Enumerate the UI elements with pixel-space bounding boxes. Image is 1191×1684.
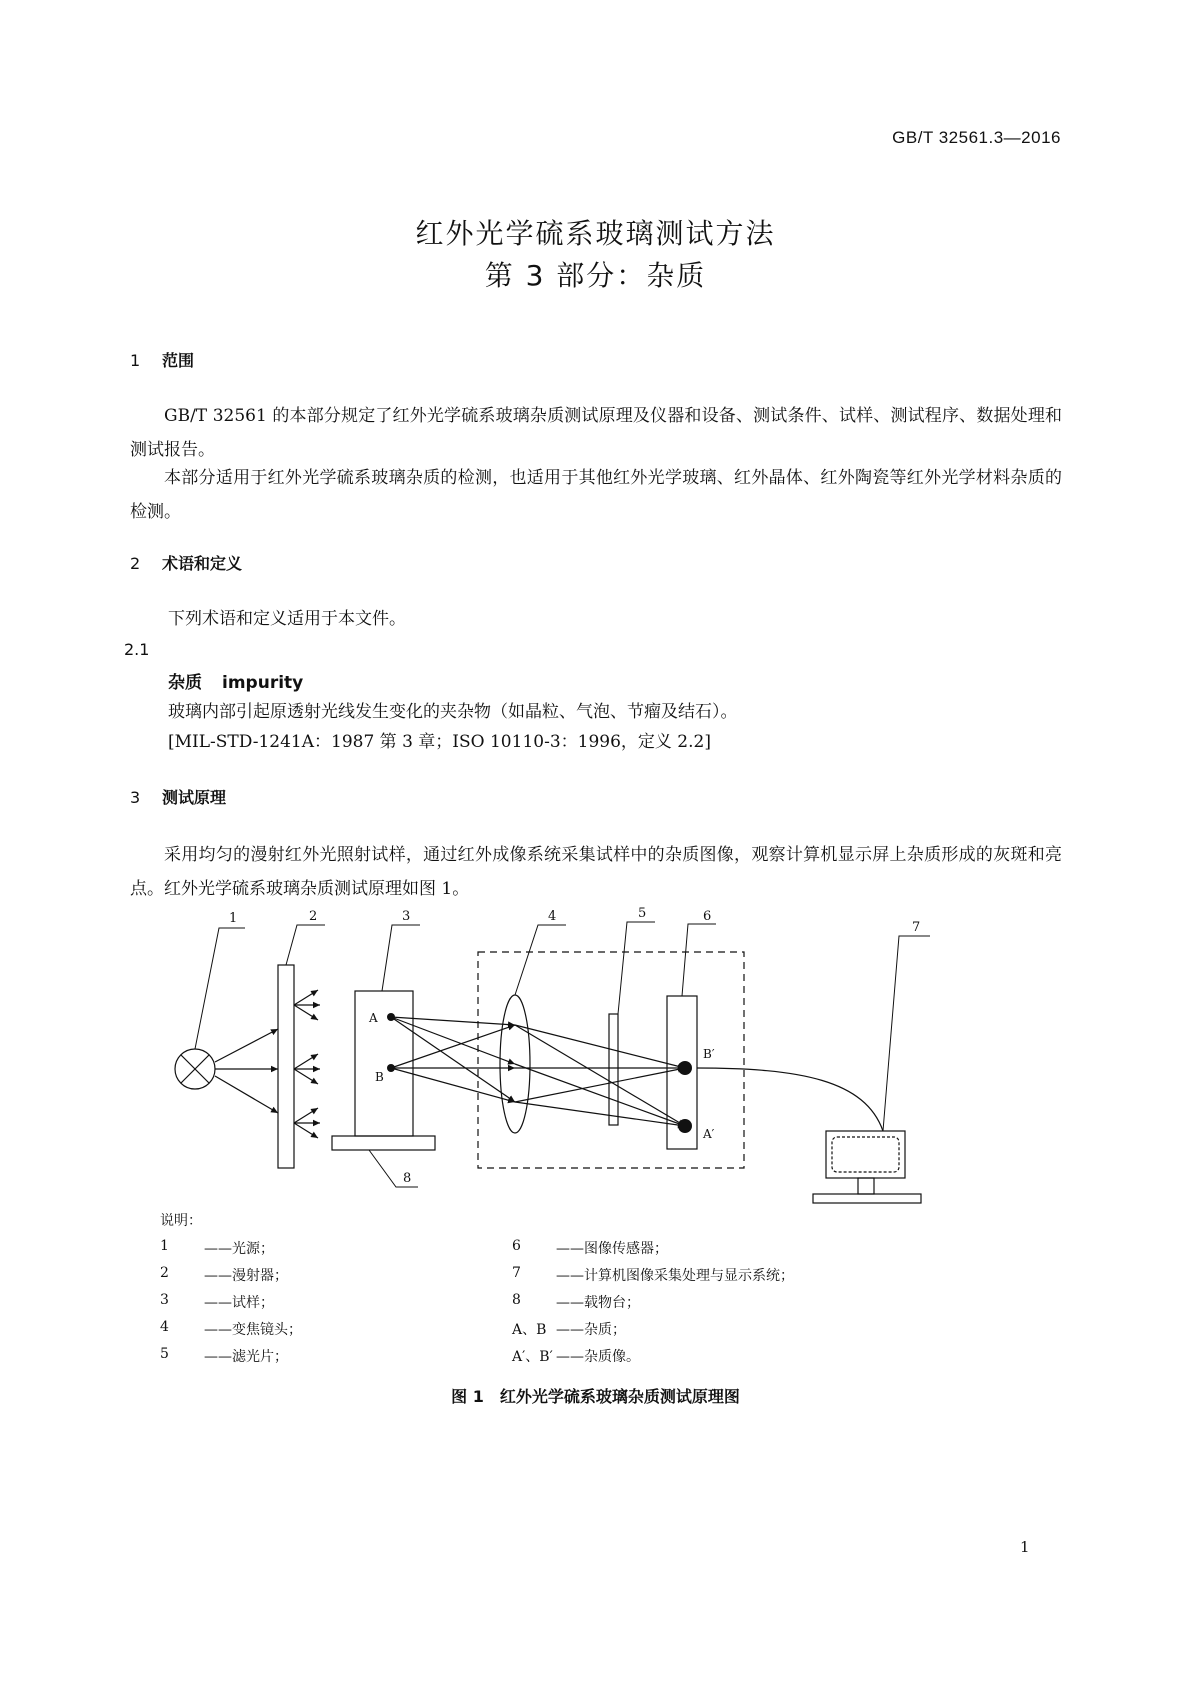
figure-caption: 图 1 红外光学硫系玻璃杂质测试原理图 xyxy=(451,1387,740,1406)
subsection-number: 2.1 xyxy=(124,640,150,659)
callout-label: 8 xyxy=(403,1171,412,1186)
imaging-rays xyxy=(391,1017,685,1126)
callout-label: 2 xyxy=(309,909,318,924)
callout-label: 3 xyxy=(402,909,411,924)
callout-leaders xyxy=(195,922,930,1187)
term-english: impurity xyxy=(222,673,304,693)
legend-text: ——杂质像。 xyxy=(556,1349,640,1365)
callout-label: 5 xyxy=(638,906,647,921)
signal-cable xyxy=(697,1068,883,1131)
callout-label: 1 xyxy=(229,911,238,926)
legend-text: ——试样； xyxy=(204,1295,274,1311)
legend-key: 8 xyxy=(512,1292,521,1308)
legend-key: 2 xyxy=(160,1265,169,1281)
point-label-b-image: B′ xyxy=(703,1047,715,1061)
point-label-b: B xyxy=(375,1070,384,1084)
legend-text: ——图像传感器； xyxy=(556,1241,668,1257)
legend-key: 7 xyxy=(512,1265,521,1281)
section-title: 术语和定义 xyxy=(162,554,243,573)
section-title: 测试原理 xyxy=(162,788,227,807)
legend-key: 4 xyxy=(160,1319,169,1335)
section-2-intro: 下列术语和定义适用于本文件。 xyxy=(168,609,406,629)
image-b-dot xyxy=(678,1061,692,1075)
page-number: 1 xyxy=(1020,1538,1030,1556)
legend-key: 1 xyxy=(160,1238,169,1254)
section-1-paragraph-2: 本部分适用于红外光学硫系玻璃杂质的检测，也适用于其他红外光学玻璃、红外晶体、红外陶瓷等红外光学材料杂质的检测。 xyxy=(130,468,1062,522)
impurity-a-dot xyxy=(387,1013,395,1021)
legend-text: ——计算机图像采集处理与显示系统； xyxy=(556,1268,794,1284)
light-source-icon xyxy=(175,1049,215,1089)
point-label-a-image: A′ xyxy=(703,1127,715,1141)
computer-icon xyxy=(813,1131,921,1203)
legend-text: ——光源； xyxy=(204,1241,274,1257)
section-3-paragraph: 采用均匀的漫射红外光照射试样，通过红外成像系统采集试样中的杂质图像，观察计算机显示屏上杂质形成的灰斑和亮点。红外光学硫系玻璃杂质测试原理如图 1。 xyxy=(130,845,1062,899)
legend-text: ——漫射器； xyxy=(204,1268,288,1284)
sample-stage xyxy=(332,1136,435,1150)
legend-key: 5 xyxy=(160,1346,169,1362)
legend-text: ——载物台； xyxy=(556,1295,640,1311)
section-number: 3 xyxy=(130,788,141,807)
legend-key: 6 xyxy=(512,1238,521,1254)
document-title: 红外光学硫系玻璃测试方法 xyxy=(415,217,776,250)
section-number: 2 xyxy=(130,554,141,573)
term-chinese: 杂质 xyxy=(168,673,202,693)
filter-plate xyxy=(609,1014,618,1125)
legend-text: ——杂质； xyxy=(556,1322,626,1338)
term-definition: 玻璃内部引起原透射光线发生变化的夹杂物（如晶粒、气泡、节瘤及结石）。 xyxy=(168,702,738,722)
section-1-paragraph-1: GB/T 32561 的本部分规定了红外光学硫系玻璃杂质测试原理及仪器和设备、测试条件、试样、测试程序、数据处理和测试报告。 xyxy=(130,406,1062,460)
callout-label: 7 xyxy=(912,920,921,935)
section-title: 范围 xyxy=(162,351,195,370)
point-label-a: A xyxy=(369,1011,378,1025)
legend-title: 说明： xyxy=(160,1213,202,1229)
diffused-rays xyxy=(294,990,320,1138)
source-rays xyxy=(215,1029,278,1113)
legend-text: ——变焦镜头； xyxy=(204,1322,302,1338)
document-subtitle: 第 3 部分：杂质 xyxy=(484,259,707,292)
impurity-b-dot xyxy=(387,1064,395,1072)
section-number: 1 xyxy=(130,351,141,370)
legend-key: 3 xyxy=(160,1292,169,1308)
standard-code: GB/T 32561.3—2016 xyxy=(892,128,1061,147)
diffuser-plate xyxy=(278,965,294,1168)
image-a-dot xyxy=(678,1119,692,1133)
legend-text: ——滤光片； xyxy=(204,1349,288,1365)
callout-label: 4 xyxy=(548,909,557,924)
term-source: [MIL-STD-1241A：1987 第 3 章；ISO 10110-3：1996，定义 2.2] xyxy=(168,732,711,752)
callout-label: 6 xyxy=(703,909,712,924)
legend-key: A′、B′ xyxy=(512,1349,553,1365)
legend-key: A、B xyxy=(512,1322,547,1338)
